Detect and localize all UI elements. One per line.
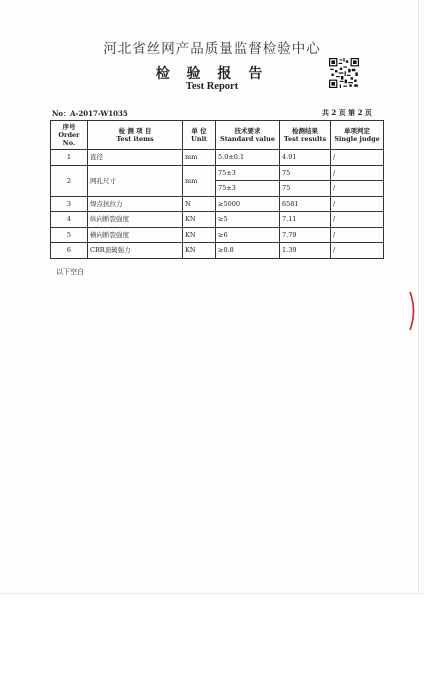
column-header: 单项判定 Single judge [331,121,384,150]
table-row [51,227,384,243]
results-table [50,120,384,259]
result-cell: 75 [280,165,331,181]
test-item-cell: 纵向断裂强度 [88,212,183,228]
qr-code-icon [329,58,359,88]
table-row [51,196,384,212]
standard-cell: ≥5 [216,212,280,228]
standard-cell: 75±3 [216,165,280,181]
report-number: No：A-2017-W1035 [52,109,128,118]
column-header: 检测结果 Test results [280,121,331,150]
table-row [51,243,384,259]
red-stamp-edge [408,291,418,331]
test-item-cell: 焊点抗拉力 [88,196,183,212]
column-header: 检 测 项 目 Test items [88,121,183,150]
result-cell: 7.11 [280,212,331,228]
unit-cell: KN [183,243,216,259]
table-row [51,150,384,166]
result-cell: 75 [280,181,331,197]
result-cell: 6581 [280,196,331,212]
judge-cell: / [331,165,384,181]
table-row [51,165,384,181]
judge-cell: / [331,243,384,259]
column-header: 序号 Order No. [51,121,88,150]
standard-cell: 75±3 [216,181,280,197]
institution-name: 河北省丝网产品质量监督检验中心 [103,41,321,57]
unit-cell: KN [183,227,216,243]
column-header: 技术要求 Standard value [216,121,280,150]
order-no-cell: 1 [51,150,88,166]
page-indicator: 共 2 页 第 2 页 [322,108,372,117]
result-cell: 1.39 [280,243,331,259]
result-cell: 4.91 [280,150,331,166]
report-title-en: Test Report [185,81,239,92]
test-item-cell: 直径 [88,150,183,166]
result-cell: 7.79 [280,227,331,243]
test-item-cell: 网孔尺寸 [88,165,183,196]
report-title-cn: 检 验 报 告 [155,66,269,82]
judge-cell: / [331,212,384,228]
unit-cell: mm [183,150,216,166]
blank-below-note: 以下空白 [56,268,84,276]
column-header: 单 位 Unit [183,121,216,150]
test-item-cell: CBR顶破强力 [88,243,183,259]
order-no-cell: 5 [51,227,88,243]
unit-cell: N [183,196,216,212]
order-no-cell: 3 [51,196,88,212]
judge-cell: / [331,150,384,166]
judge-cell: / [331,196,384,212]
judge-cell: / [331,227,384,243]
table-row [51,212,384,228]
judge-cell: / [331,181,384,197]
test-item-cell: 横向断裂强度 [88,227,183,243]
order-no-cell: 6 [51,243,88,259]
unit-cell: KN [183,212,216,228]
table-header-row [51,121,384,150]
standard-cell: ≥5000 [216,196,280,212]
standard-cell: ≥0.8 [216,243,280,259]
standard-cell: 5.0±0.1 [216,150,280,166]
order-no-cell: 2 [51,165,88,196]
unit-cell: mm [183,165,216,196]
standard-cell: ≥6 [216,227,280,243]
order-no-cell: 4 [51,212,88,228]
page-edge [0,593,424,594]
